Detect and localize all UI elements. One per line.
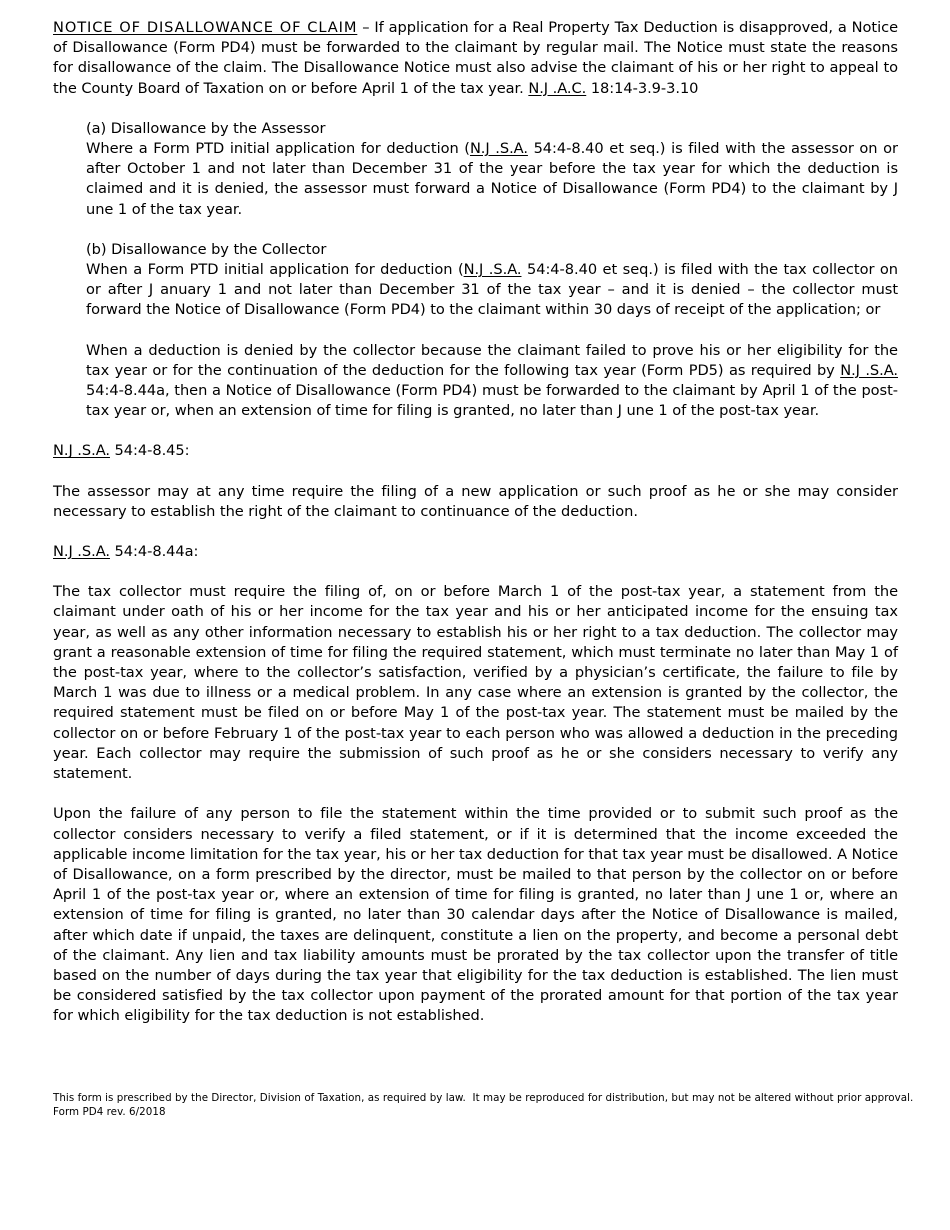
spacer bbox=[53, 562, 898, 582]
collector-denial-paragraph bbox=[86, 341, 898, 422]
section-b-text-after: 54:4-8.40 et seq.) is filed with the tax collector on or after J anuary 1 and not later than December 31 of the tax year – and it is denied – the collector must forward the Notice of Disallowance (Form PD4) to the claimant within 30 days of receipt of the application; or bbox=[86, 261, 898, 319]
spacer bbox=[53, 522, 898, 542]
collector-denial-text-before: When a deduction is denied by the collector because the claimant failed to prove his or her eligibility for the tax year or for the continuation of the deduction for the following tax year (Form PD5) as required by bbox=[86, 341, 898, 379]
footer-prescribed-notice: This form is prescribed by the Director, Division of Taxation, as required by law. It may be reproduced for distribution, but may not be altered without prior approval. bbox=[53, 1092, 914, 1104]
spacer bbox=[53, 462, 898, 482]
spacer bbox=[53, 321, 898, 341]
spacer bbox=[53, 99, 898, 119]
document-title: NOTICE OF DISALLOWANCE OF CLAIM bbox=[53, 19, 358, 36]
citation-njsa-label: N.J .S.A. bbox=[463, 261, 522, 279]
intro-paragraph bbox=[53, 18, 898, 99]
citation-njsa-label: N.J .S.A. bbox=[840, 361, 898, 379]
intro-text: – If application for a Real Property Tax Deduction is disapproved, a Notice of Disallowance (Form PD4) must be forwarded to the claimant by regular mail. The Notice must state the reasons for disallowance of the claim. The Disallowance Notice must also advise the claimant of his or her right to appeal to the County Board of Taxation on or before April 1 of the tax year. bbox=[53, 19, 899, 97]
citation-njsa-label: N.J .S.A. bbox=[53, 543, 110, 561]
citation-njsa-number: 54:4-8.44a: bbox=[109, 543, 199, 561]
citation-njsa-label: N.J .S.A. bbox=[53, 442, 110, 460]
statute-heading-8-44a bbox=[53, 542, 898, 562]
statute-heading-8-45 bbox=[53, 441, 898, 461]
citation-njac-label: N.J .A.C. bbox=[528, 79, 587, 97]
statute-body-8-44a-part1: The tax collector must require the filing of, on or before March 1 of the post-tax year, a statement from the claimant under oath of his or her income for the tax year and his or her anticipated income for the ensuing tax year, as well as any other information necessary to establish his or her right to a tax deduction. The collector may grant a reasonable extension of time for filing the required statement, which must terminate no later than May 1 of the post-tax year, where to the collector’s satisfaction, verified by a physician’s certificate, the failure to file by March 1 was due to illness or a medical problem. In any case where an extension is granted by the collector, the required statement must be filed on or before May 1 of the post-tax year. The statement must be mailed by the collector on or before February 1 of the post-tax year to each person who was allowed a deduction in the preceding year. Each collector may require the submission of such proof as he or she considers necessary to verify any statement. bbox=[53, 583, 898, 783]
citation-njac-number: 18:14-3.9-3.10 bbox=[586, 79, 699, 97]
spacer bbox=[53, 421, 898, 441]
statute-body-8-44a-part2: Upon the failure of any person to file the statement within the time provided or to submit such proof as the collector considers necessary to verify a filed statement, or if it is determined that the income exceeded the applicable income limitation for the tax year, his or her tax deduction for that tax year must be disallowed. A Notice of Disallowance, on a form prescribed by the director, must be mailed to that person by the collector on or before April 1 of the post-tax year or, where an extension of time for filing is granted, no later than J une 1 or, where an extension of time for filing is granted, no later than 30 calendar days after the Notice of Disallowance is mailed, after which date if unpaid, the taxes are delinquent, constitute a lien on the property, and become a personal debt of the claimant. Any lien and tax liability amounts must be prorated by the tax collector upon the transfer of title based on the number of days during the tax year that eligibility for the tax deduction is established. The lien must be considered satisfied by the tax collector upon payment of the prorated amount for that portion of the tax year for which eligibility for the tax deduction is not established. bbox=[53, 805, 898, 1025]
citation-njsa-number: 54:4-8.45: bbox=[109, 442, 190, 460]
page-footer bbox=[53, 1092, 914, 1119]
section-a-text-before: Where a Form PTD initial application for deduction ( bbox=[86, 140, 470, 158]
section-a-label: (a) Disallowance by the Assessor bbox=[86, 119, 326, 137]
collector-denial-text-after: 54:4-8.44a, then a Notice of Disallowance (Form PD4) must be forwarded to the claimant by April 1 of the post-tax year or, when an extension of time for filing is granted, no later than J une 1 of the post-tax year. bbox=[86, 382, 898, 420]
section-a-text-after: 54:4-8.40 et seq.) is filed with the assessor on or after October 1 and not later than December 31 of the year before the tax year for which the deduction is claimed and it is denied, the assessor must forward a Notice of Disallowance (Form PD4) to the claimant by J une 1 of the tax year. bbox=[86, 140, 898, 218]
statute-body-8-45: The assessor may at any time require the filing of a new application or such proof as he or she may consider necessary to establish the right of the claimant to continuance of the deduction. bbox=[53, 482, 898, 520]
document-body bbox=[53, 18, 898, 1027]
spacer bbox=[53, 220, 898, 240]
section-b-text-before: When a Form PTD initial application for deduction ( bbox=[86, 261, 464, 279]
section-a-body bbox=[86, 139, 898, 220]
footer-form-revision: Form PD4 rev. 6/2018 bbox=[53, 1105, 166, 1118]
citation-njsa-label: N.J .S.A. bbox=[469, 140, 528, 158]
section-b-label: (b) Disallowance by the Collector bbox=[86, 240, 327, 258]
spacer bbox=[53, 784, 898, 804]
section-b-body bbox=[86, 260, 898, 321]
